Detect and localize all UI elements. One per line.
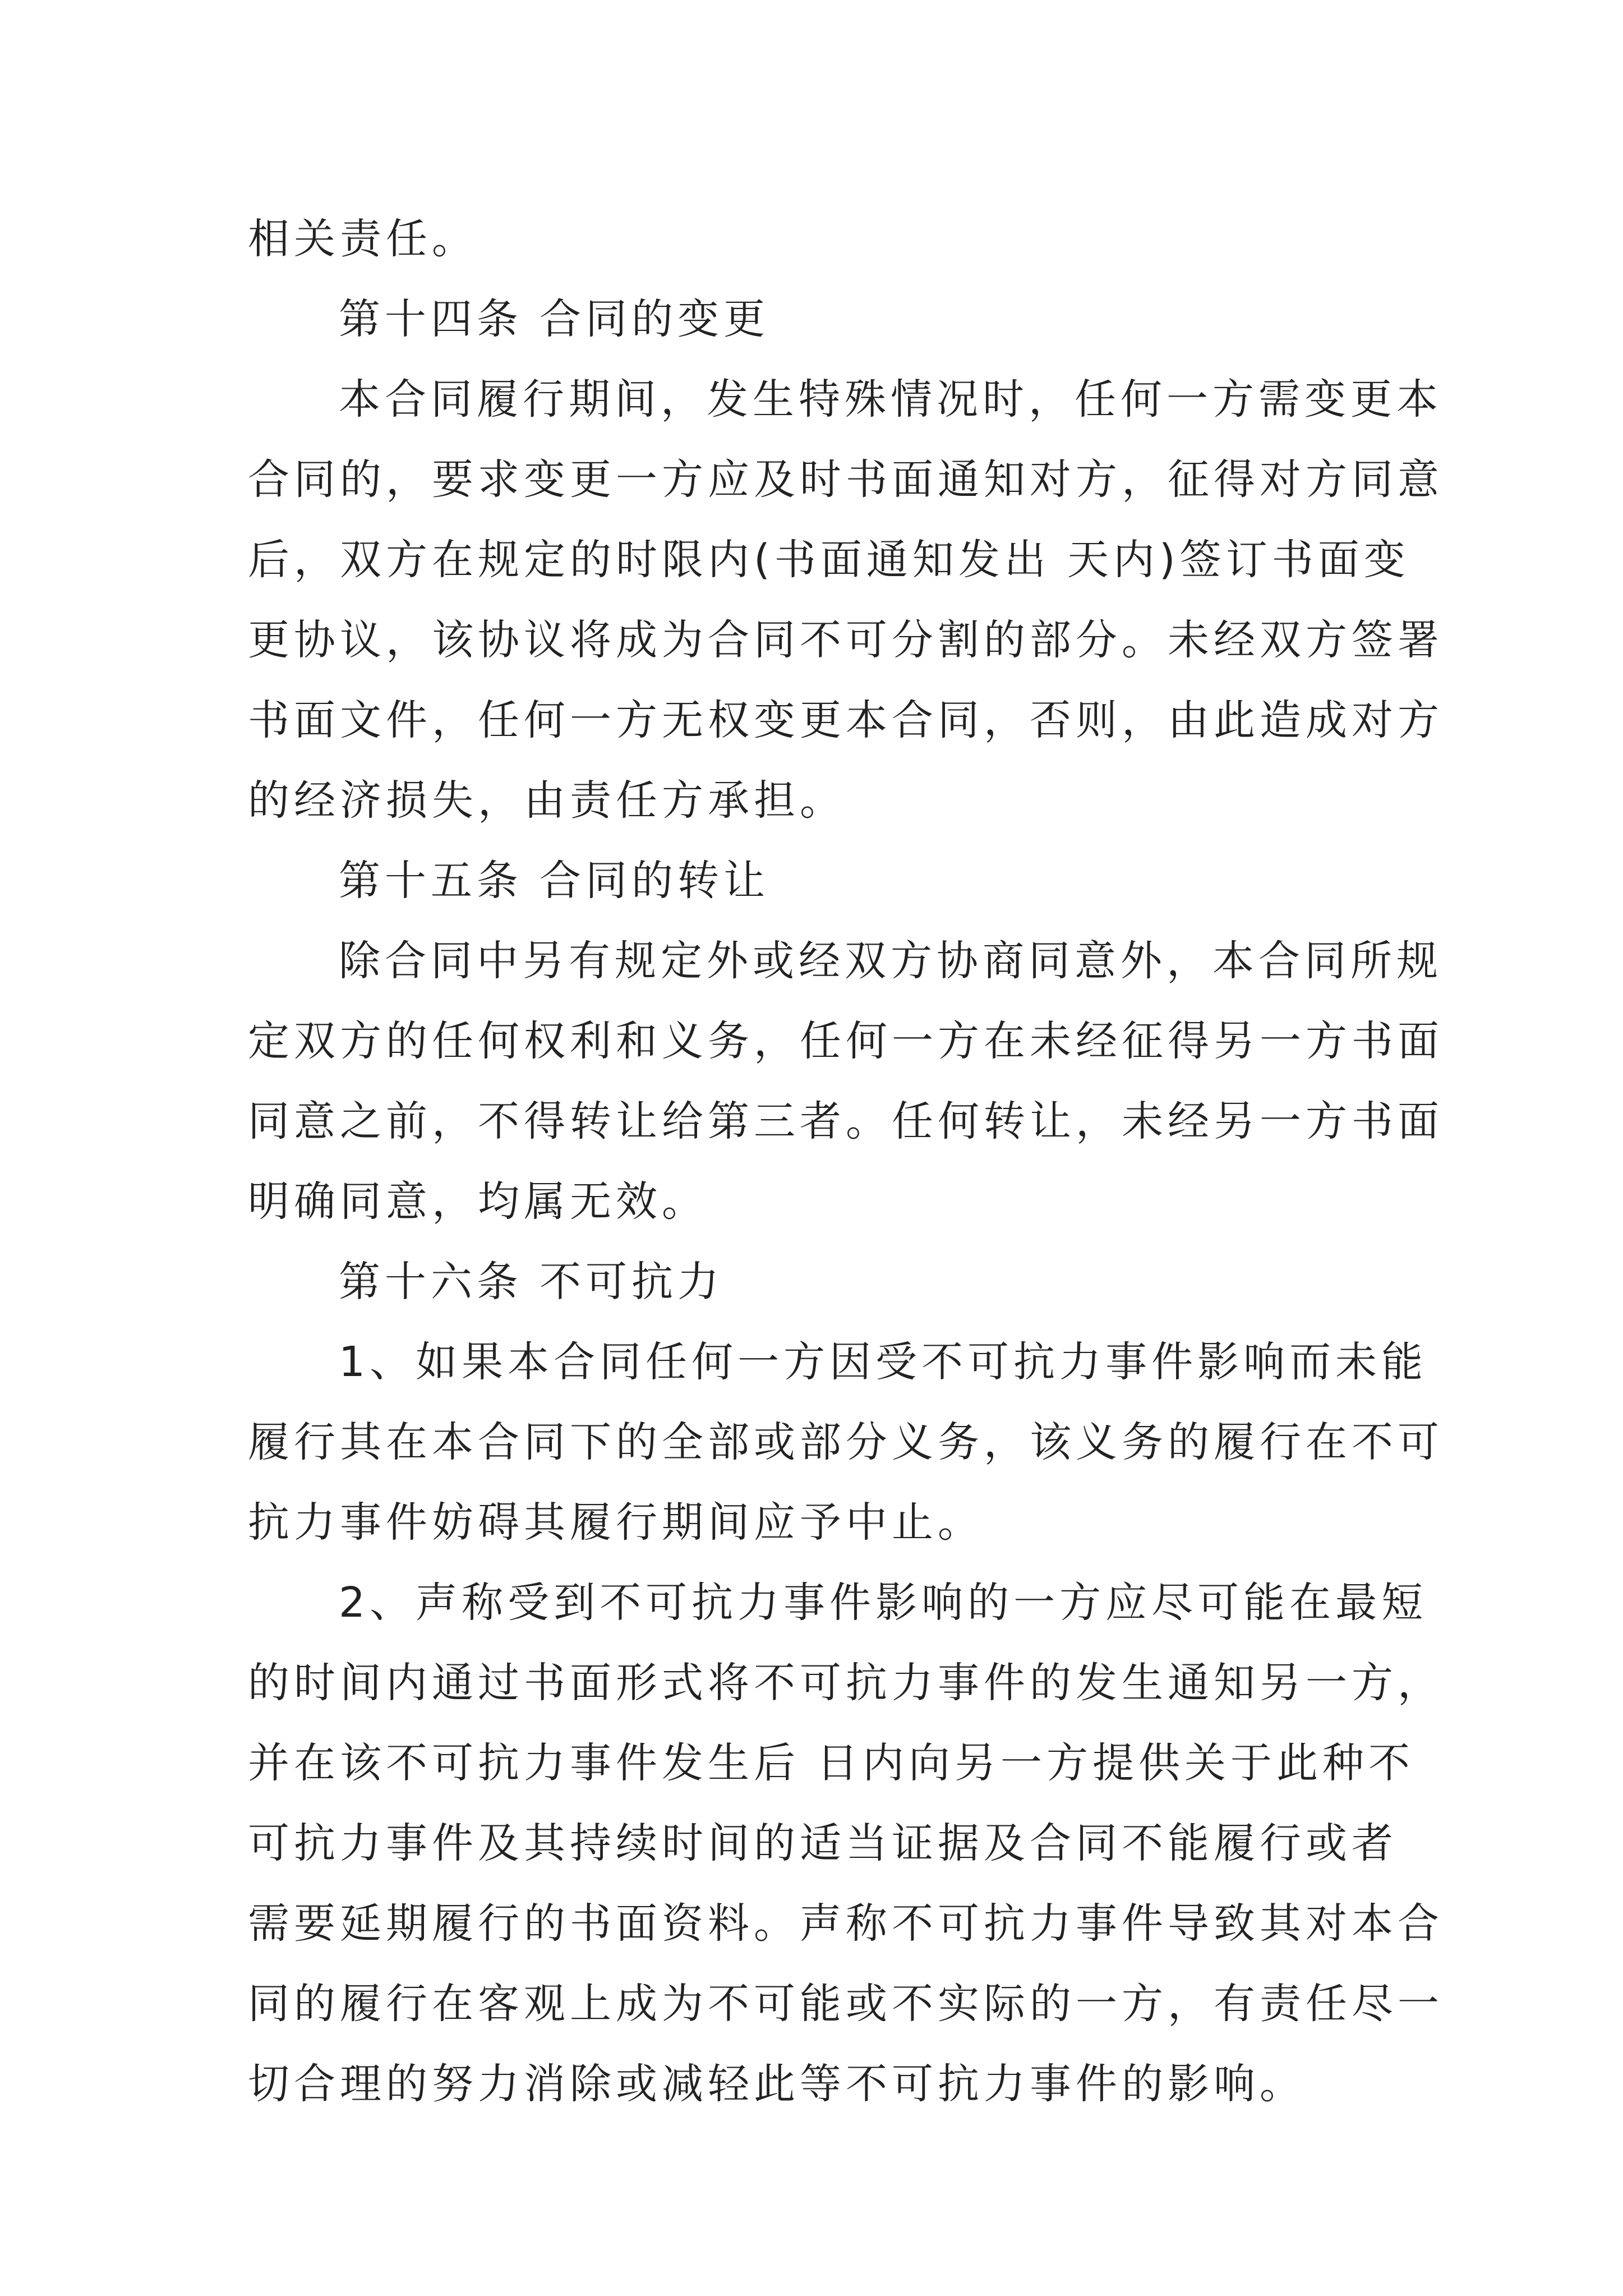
paragraph-line: 定双方的任何权利和义务，任何一方在未经征得另一方书面 [248, 1017, 1444, 1065]
paragraph-line: 同意之前，不得转让给第三者。任何转让，未经另一方书面 [248, 1097, 1444, 1145]
article-number: 第十六条 [339, 1258, 523, 1306]
paragraph-line: 的经济损失，由责任方承担。 [248, 776, 846, 825]
line-segment: 日内向另一方提供关于此种不 [817, 1739, 1414, 1787]
article-15-heading [248, 841, 1392, 921]
paragraph-line: 的时间内通过书面形式将不可抗力事件的发生通知另一方， [248, 1659, 1444, 1707]
line-segment: 并在该不可抗力事件发生后 [248, 1739, 800, 1787]
line-segment: 后，双方在规定的时限内(书面通知发出 [248, 536, 1050, 584]
paragraph-line: 本合同履行期间，发生特殊情况时，任何一方需变更本 [339, 375, 1442, 424]
paragraph-line: 同的履行在客观上成为不可能或不实际的一方，有责任尽一 [248, 1980, 1444, 2028]
document-body [248, 199, 1444, 2124]
article-16-heading [248, 1242, 1392, 1322]
article-title: 合同的转让 [540, 857, 769, 905]
paragraph-line [248, 520, 1410, 600]
paragraph-line: 1、如果本合同任何一方因受不可抗力事件影响而未能 [339, 1338, 1428, 1386]
paragraph-line: 书面文件，任何一方无权变更本合同，否则，由此造成对方 [248, 696, 1444, 744]
line-segment: 天内)签订书面变 [1067, 536, 1410, 584]
paragraph-line: 需要延期履行的书面资料。声称不可抗力事件导致其对本合 [248, 1899, 1444, 1948]
paragraph-line: 切合理的努力消除或减轻此等不可抗力事件的影响。 [248, 2060, 1306, 2108]
paragraph-line: 可抗力事件及其持续时间的适当证据及合同不能履行或者 [248, 1819, 1398, 1867]
paragraph-line: 履行其在本合同下的全部或部分义务，该义务的履行在不可 [248, 1418, 1444, 1466]
paragraph-line [248, 1723, 1414, 1803]
article-number: 第十四条 [339, 295, 523, 343]
paragraph-line: 合同的，要求变更一方应及时书面通知对方，征得对方同意 [248, 455, 1444, 504]
paragraph-line: 除合同中另有规定外或经双方协商同意外，本合同所规 [339, 937, 1442, 985]
article-14-heading [248, 279, 1392, 360]
paragraph-line: 更协议，该协议将成为合同不可分割的部分。未经双方签署 [248, 616, 1444, 664]
paragraph-line: 明确同意，均属无效。 [248, 1177, 708, 1226]
article-title: 合同的变更 [540, 295, 769, 343]
paragraph-line: 2、声称受到不可抗力事件影响的一方应尽可能在最短 [339, 1579, 1428, 1627]
article-title: 不可抗力 [540, 1258, 723, 1306]
article-number: 第十五条 [339, 857, 523, 905]
paragraph-line: 抗力事件妨碍其履行期间应予中止。 [248, 1498, 984, 1547]
paragraph-line: 相关责任。 [248, 215, 478, 263]
